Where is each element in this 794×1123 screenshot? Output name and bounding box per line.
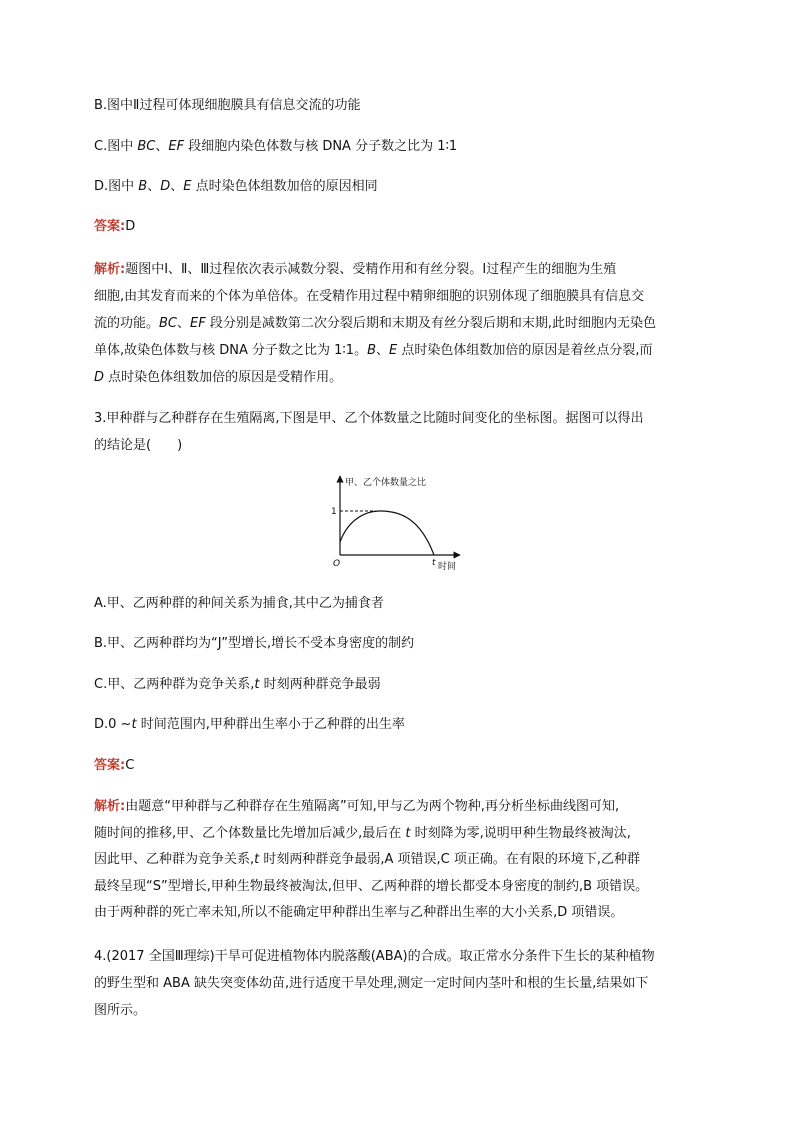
- q4-stem-line-3: 图所示。: [94, 1003, 147, 1018]
- q2-analysis-b: B: [367, 343, 377, 358]
- q3-stem-line-2: 的结论是( ): [94, 438, 183, 453]
- q2-option-d: [94, 179, 378, 195]
- q3-option-b: B.甲、乙两种群均为“J”型增长,增长不受本身密度的制约: [94, 636, 415, 651]
- q3-answer-value: C: [125, 758, 135, 773]
- q2-option-c: [94, 139, 457, 155]
- q3-option-d-post: 时间范围内,甲种群出生率小于乙种群的出生率: [136, 717, 405, 732]
- q3-analysis-text-3-post: 时刻两种群竞争最弱,A 项错误,C 项正确。在有限的环境下,乙种群: [259, 852, 641, 867]
- q3-analysis-label: 解析:: [94, 799, 126, 814]
- q3-analysis-line-2: [94, 821, 704, 848]
- q2-analysis-line-4: [94, 337, 704, 364]
- q3-analysis-line-3: [94, 847, 704, 874]
- q3-option-a: A.甲、乙两种群的种间关系为捕食,其中乙为捕食者: [94, 596, 384, 611]
- q3-analysis-text-1: 由题意“甲种群与乙种群存在生殖隔离”可知,甲与乙为两个物种,再分析坐标曲线图可知,: [125, 799, 620, 814]
- q2-answer-label: 答案:: [94, 219, 126, 234]
- q3-analysis-t-2: t: [405, 825, 411, 841]
- q2-analysis-line-1: [94, 256, 704, 283]
- y-axis-label: 甲、乙个体数量之比: [345, 478, 427, 488]
- q2-option-c-pre: C.图中: [94, 139, 138, 154]
- q2-option-d-b: B: [138, 179, 148, 194]
- q2-analysis-sep-3: 、: [177, 316, 191, 331]
- q3-analysis-line-4: 最终呈现“S”型增长,甲种生物最终被淘汰,但甲、乙两种群的增长都受本身密度的制约,B 项错误。: [94, 878, 649, 894]
- q2-option-c-sep: 、: [155, 139, 169, 154]
- q2-option-c-ef: EF: [168, 139, 185, 154]
- q2-option-b: B.图中Ⅱ过程可体现细胞膜具有信息交流的功能: [94, 98, 361, 113]
- q3-answer: [94, 758, 134, 774]
- q3-analysis-line-5: 由于两种群的死亡率未知,所以不能确定甲种群出生率与乙种群出生率的大小关系,D 项错误。: [94, 905, 624, 920]
- q2-analysis-text-5: 点时染色体组数加倍的原因是受精作用。: [104, 370, 343, 385]
- q3-chart: [300, 468, 500, 580]
- q3-stem-line-1: 3.甲种群与乙种群存在生殖隔离,下图是甲、乙个体数量之比随时间变化的坐标图。据图可以得出: [94, 411, 644, 426]
- q3-option-c-post: 时刻两种群竞争最弱: [259, 677, 381, 692]
- q2-analysis-line-5: [94, 364, 704, 391]
- q2-option-d-pre: D.图中: [94, 179, 139, 194]
- q2-analysis-text-3: 流的功能。: [94, 316, 160, 331]
- t-tick: t: [432, 558, 436, 568]
- q3-stem: [94, 405, 704, 459]
- q3-analysis-line-1: [94, 794, 704, 821]
- q2-analysis-line-3: [94, 310, 704, 337]
- ratio-curve: [340, 511, 434, 555]
- q3-option-d-t: t: [131, 717, 137, 732]
- q2-analysis-bc: BC: [159, 316, 178, 331]
- q2-option-d-s2: 、: [170, 179, 184, 194]
- q2-analysis-sep-4: 、: [376, 343, 390, 358]
- q4-stem-line-1: 4.(2017 全国Ⅲ理综)干旱可促进植物体内脱落酸(ABA)的合成。取正常水分条件下生长的某种植物: [94, 949, 655, 964]
- q3-option-d: [94, 717, 405, 733]
- q3-analysis-text-2-post: 时刻降为零,说明甲种生物最终被淘汰,: [410, 825, 631, 841]
- q3-analysis: [94, 794, 704, 927]
- y-tick-1: 1: [331, 507, 337, 517]
- q4-stem-line-2: 的野生型和 ABA 缺失突变体幼苗,进行适度干旱处理,测定一定时间内茎叶和根的生长量,结果如下: [94, 976, 649, 991]
- q3-option-c-pre: C.甲、乙两种群为竞争关系,: [94, 677, 255, 692]
- q2-option-d-d: D: [160, 179, 171, 194]
- q3-answer-label: 答案:: [94, 758, 126, 773]
- q2-analysis-label: 解析:: [94, 262, 126, 277]
- q3-option-c-t: t: [254, 677, 260, 692]
- q3-analysis-text-2-pre: 随时间的推移,甲、乙个体数量比先增加后减少,最后在: [94, 825, 406, 841]
- q2-analysis-d: D: [94, 370, 105, 385]
- q2-analysis-text-3-post: 段分别是减数第二次分裂后期和末期及有丝分裂后期和末期,此时细胞内无染色: [205, 316, 656, 331]
- q3-option-d-pre: D.0 ~: [94, 717, 132, 732]
- q2-analysis-line-2: 细胞,由其发育而来的个体为单倍体。在受精作用过程中精卵细胞的识别体现了细胞膜具有信息交: [94, 289, 645, 304]
- q2-option-c-bc: BC: [137, 139, 156, 154]
- x-axis-label: 时间: [438, 562, 457, 572]
- q2-option-c-post: 段细胞内染色体数与核 DNA 分子数之比为 1∶1: [184, 139, 458, 154]
- q2-analysis-text-1: 题图中Ⅰ、Ⅱ、Ⅲ过程依次表示减数分裂、受精作用和有丝分裂。Ⅰ过程产生的细胞为生殖: [125, 262, 617, 277]
- q2-analysis-text-4a: 单体,故染色体数与核 DNA 分子数之比为 1∶1。: [94, 343, 368, 358]
- q3-analysis-text-3-pre: 因此甲、乙种群为竞争关系,: [94, 852, 255, 867]
- q2-analysis: [94, 256, 704, 391]
- q2-option-d-e: E: [183, 179, 192, 194]
- q2-option-d-s1: 、: [147, 179, 161, 194]
- q2-answer: [94, 219, 135, 235]
- origin-label: O: [333, 559, 341, 569]
- q2-answer-value: D: [125, 219, 136, 234]
- q2-analysis-e: E: [389, 343, 398, 358]
- q2-analysis-ef: EF: [190, 316, 206, 331]
- q3-option-c: [94, 677, 381, 693]
- q3-analysis-t-3: t: [254, 852, 260, 867]
- q2-analysis-text-4b: 点时染色体组数加倍的原因是着丝点分裂,而: [397, 343, 653, 358]
- q4-stem: [94, 943, 704, 1024]
- q2-option-d-post: 点时染色体组数加倍的原因相同: [191, 179, 378, 194]
